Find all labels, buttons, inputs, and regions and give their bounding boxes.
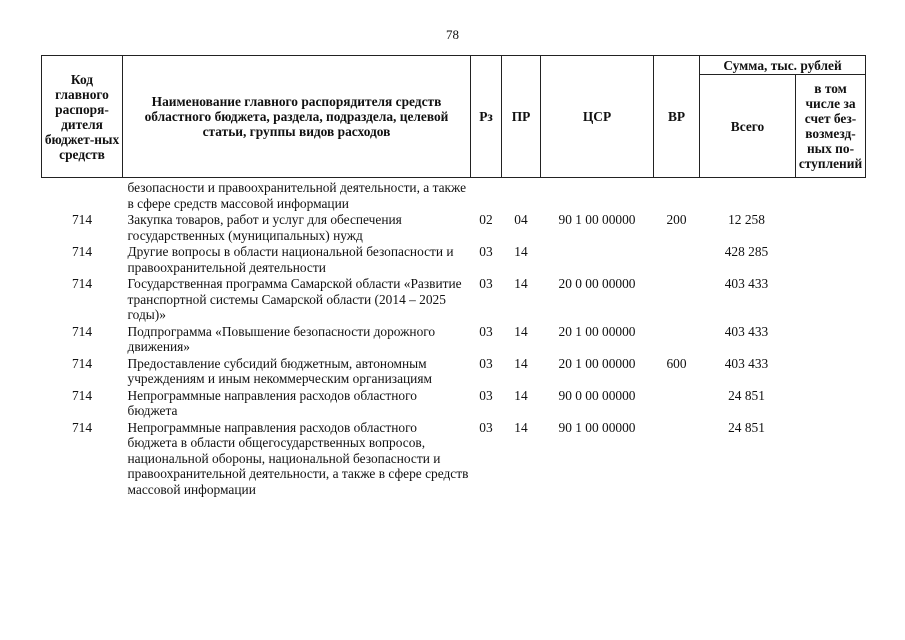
cell-rz: 03 (479, 355, 493, 371)
cell-csr: 20 0 00 00000 (558, 276, 636, 291)
header-rz: Рз (471, 56, 502, 178)
cell-total: 12 258 (728, 212, 765, 227)
cell-code: 714 (71, 244, 93, 259)
cell-vr (654, 324, 700, 356)
page-number: 78 (446, 27, 459, 42)
cell-total: 403 433 (724, 323, 769, 339)
cell-vr (654, 388, 700, 420)
table-row (42, 178, 866, 213)
cell-total: 403 433 (724, 355, 769, 371)
cell-code: 714 (71, 387, 93, 403)
cell-vr: 200 (666, 212, 687, 227)
cell-code: 714 (71, 355, 93, 371)
cell-rz: 02 (479, 212, 493, 227)
table-row (42, 212, 866, 244)
table-row (42, 356, 866, 388)
cell-pr: 14 (514, 355, 528, 371)
cell-pr: 04 (514, 212, 528, 227)
table-row (42, 276, 866, 324)
cell-name: Закупка товаров, работ и услуг для обеспечения государственных (муниципальных) нужд (127, 212, 402, 243)
table-row (42, 244, 866, 276)
cell-rz: 03 (479, 419, 493, 435)
cell-name: Подпрограмма «Повышение безопасности дорожного движения» (127, 323, 436, 354)
cell-incl (796, 244, 866, 276)
header-csr: ЦСР (541, 56, 654, 178)
cell-incl (796, 178, 866, 213)
budget-table (41, 55, 866, 498)
cell-incl (796, 388, 866, 420)
header-sum: Сумма, тыс. рублей (700, 56, 866, 75)
cell-name: безопасности и правоохранительной деятельности, а также в сфере средств массовой информации (127, 180, 467, 211)
header-name: Наименование главного распорядителя средств областного бюджета, раздела, подраздела, целевой статьи, группы видов расходов (123, 56, 471, 178)
header-vr: ВР (654, 56, 700, 178)
header-total: Всего (700, 75, 796, 178)
cell-pr: 14 (514, 387, 528, 403)
cell-incl (796, 212, 866, 244)
cell-name: Государственная программа Самарской области «Развитие транспортной системы Самарской области (2014 – 2025 годы)» (127, 276, 462, 322)
cell-total: 24 851 (728, 387, 765, 403)
cell-code (42, 178, 123, 213)
cell-rz: 03 (479, 323, 493, 339)
header-pr: ПР (502, 56, 541, 178)
cell-vr: 600 (666, 355, 687, 371)
table-header (42, 56, 866, 178)
table-row (42, 388, 866, 420)
cell-total: 24 851 (728, 419, 765, 435)
cell-name: Непрограммные направления расходов областного бюджета в области общегосударственных вопросов, национальной обороны, национальной безопасности и правоохранительной деятельности, а также в сфере средств массовой информации (127, 419, 469, 497)
table-body (42, 178, 866, 499)
cell-csr: 90 1 00 00000 (558, 212, 636, 227)
cell-name: Другие вопросы в области национальной безопасности и правоохранительной деятельности (127, 244, 454, 275)
cell-csr: 90 0 00 00000 (558, 387, 636, 403)
cell-incl (796, 356, 866, 388)
cell-rz (471, 178, 502, 213)
cell-pr (502, 178, 541, 213)
cell-total (700, 178, 796, 213)
cell-incl (796, 276, 866, 324)
cell-pr: 14 (514, 244, 528, 259)
cell-rz: 03 (479, 244, 493, 259)
cell-vr (654, 244, 700, 276)
cell-total: 428 285 (724, 244, 769, 259)
cell-csr (541, 178, 654, 213)
cell-pr: 14 (514, 276, 528, 291)
cell-csr: 20 1 00 00000 (558, 323, 636, 339)
cell-vr (654, 276, 700, 324)
cell-rz: 03 (479, 276, 493, 291)
cell-csr: 20 1 00 00000 (558, 355, 636, 371)
cell-csr (541, 244, 654, 276)
header-code: Код главного распоря-дителя бюджет-ных средств (42, 56, 123, 178)
table-row (42, 324, 866, 356)
header-incl: в том числе за счет без-возмезд-ных по-ступлений (796, 75, 866, 178)
cell-code: 714 (71, 276, 93, 291)
cell-incl (796, 324, 866, 356)
cell-vr (654, 420, 700, 499)
cell-code: 714 (71, 419, 93, 435)
cell-vr (654, 178, 700, 213)
table-row (42, 420, 866, 499)
cell-csr: 90 1 00 00000 (558, 419, 636, 435)
cell-incl (796, 420, 866, 499)
cell-pr: 14 (514, 323, 528, 339)
cell-name: Непрограммные направления расходов областного бюджета (127, 387, 417, 418)
cell-name: Предоставление субсидий бюджетным, автономным учреждениям и иным некоммерческим организациям (127, 355, 432, 386)
cell-total: 403 433 (724, 276, 769, 291)
cell-code: 714 (71, 323, 93, 339)
cell-pr: 14 (514, 419, 528, 435)
cell-rz: 03 (479, 387, 493, 403)
cell-code: 714 (71, 212, 93, 227)
